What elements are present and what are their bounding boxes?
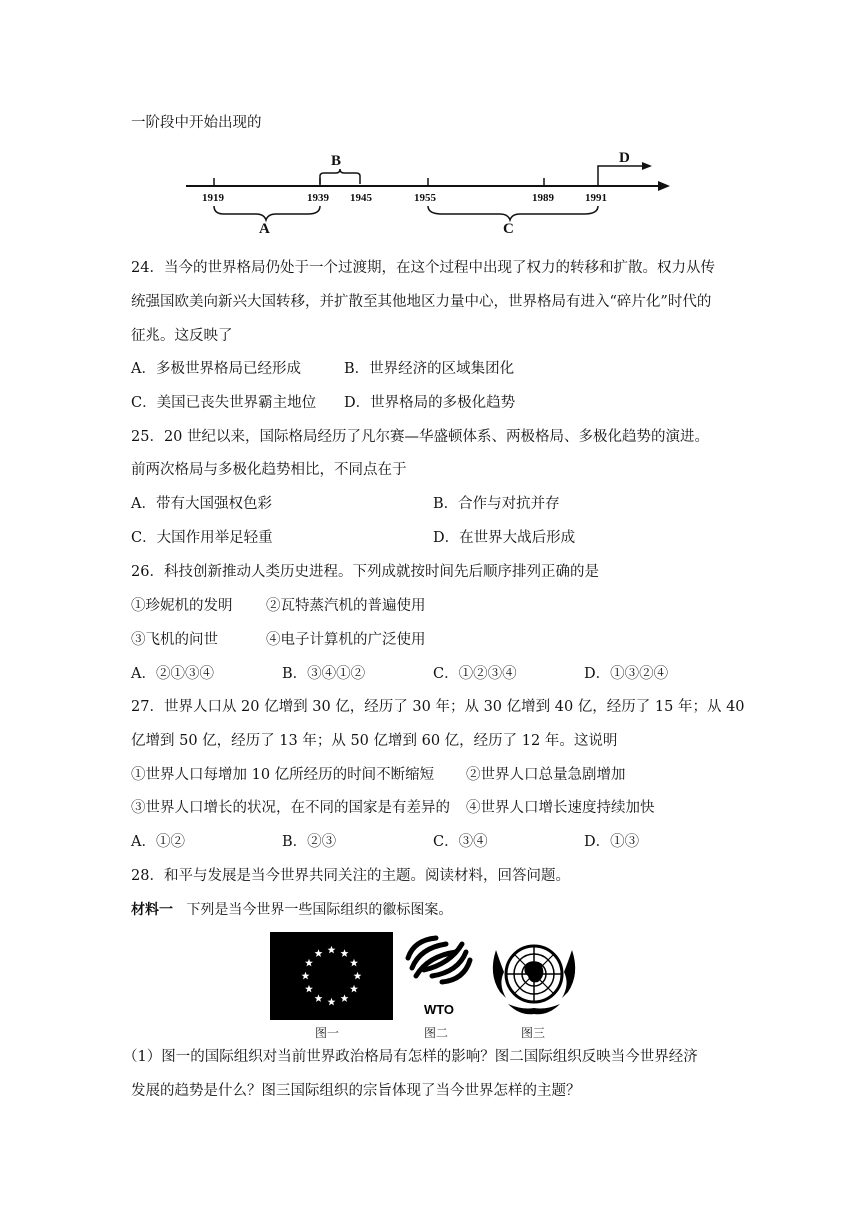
wto-logo — [402, 932, 476, 1022]
q27-stem-2: 亿增到 50 亿，经历了 13 年；从 50 亿增到 60 亿，经历了 12 年。这说明 — [131, 733, 618, 749]
arrow-d — [598, 166, 645, 178]
q24-option-d: D．世界格局的多极化趋势 — [344, 395, 516, 411]
q24-stem-2: 统强国欧美向新兴大国转移，并扩散至其他地区力量中心，世界格局有进入“碎片化”时代的 — [131, 294, 712, 310]
year-label-1955: 1955 — [414, 192, 436, 204]
intro-line: 一阶段中开始出现的 — [131, 115, 262, 131]
q27-item-2: ②世界人口总量急剧增加 — [466, 767, 626, 783]
q28-stem: 28．和平与发展是当今世界共同关注的主题。阅读材料，回答问题。 — [131, 868, 570, 884]
q26-stem: 26．科技创新推动人类历史进程。下列成就按时间先后顺序排列正确的是 — [131, 564, 599, 580]
q27-option-b: B．②③ — [282, 834, 337, 850]
q24-option-b: B．世界经济的区域集团化 — [344, 361, 515, 377]
caption-figure-2: 图二 — [424, 1026, 449, 1040]
material-label: 材料一 — [131, 902, 173, 918]
q27-option-a: A．①② — [131, 834, 185, 850]
q24-stem-1: 24．当今的世界格局仍处于一个过渡期，在这个过程中出现了权力的转移和扩散。权力从传 — [131, 260, 715, 276]
timeline-diagram — [180, 148, 680, 240]
year-label-1919: 1919 — [202, 192, 224, 204]
q27-option-c: C．③④ — [433, 834, 488, 850]
q25-stem-1: 25．20 世纪以来，国际格局经历了凡尔赛—华盛顿体系、两极格局、多极化趋势的演进。 — [131, 429, 710, 445]
q27-stem-1: 27．世界人口从 20 亿增到 30 亿，经历了 30 年；从 30 亿增到 40 亿，经历了 15 年；从 40 — [131, 699, 745, 715]
brace-c — [428, 206, 598, 220]
timeline-label-c: C — [503, 221, 514, 237]
q26-item-2: ②瓦特蒸汽机的普遍使用 — [266, 598, 426, 614]
q28-sub1-line-1: （1）图一的国际组织对当前世界政治格局有怎样的影响？图二国际组织反映当今世界经济 — [123, 1049, 698, 1065]
q27-item-1: ①世界人口每增加 10 亿所经历的时间不断缩短 — [131, 767, 435, 783]
q28-sub1-line-2: 发展的趋势是什么？图三国际组织的宗旨体现了当今世界怎样的主题？ — [131, 1083, 581, 1099]
year-label-1939: 1939 — [307, 192, 329, 204]
q27-option-d: D．①③ — [584, 834, 640, 850]
q26-option-c: C．①②③④ — [433, 666, 517, 682]
material-one — [131, 900, 452, 920]
q26-item-4: ④电子计算机的广泛使用 — [266, 632, 426, 648]
q25-option-d: D．在世界大战后形成 — [433, 530, 576, 546]
timeline-label-d: D — [619, 150, 630, 166]
q25-option-a: A．带有大国强权色彩 — [131, 496, 272, 512]
timeline-label-b: B — [331, 153, 342, 169]
q26-option-a: A．②①③④ — [131, 666, 214, 682]
brace-b — [320, 169, 360, 184]
year-label-1991: 1991 — [585, 192, 607, 204]
material-text: 下列是当今世界一些国际组织的徽标图案。 — [186, 902, 453, 918]
caption-figure-3: 图三 — [521, 1026, 546, 1040]
q24-option-c: C．美国已丧失世界霸主地位 — [131, 395, 317, 411]
q26-option-b: B．③④①② — [282, 666, 366, 682]
timeline-arrow — [658, 181, 670, 191]
eu-flag-logo — [270, 932, 393, 1020]
year-label-1989: 1989 — [532, 192, 554, 204]
timeline-label-a: A — [259, 221, 270, 237]
q26-option-d: D．①③②④ — [584, 666, 669, 682]
q26-item-1: ①珍妮机的发明 — [131, 598, 233, 614]
un-emblem-logo — [486, 932, 582, 1020]
wto-logo-text: WTO — [423, 1002, 455, 1017]
q27-item-3: ③世界人口增长的状况，在不同的国家是有差异的 — [131, 800, 450, 816]
q25-stem-2: 前两次格局与多极化趋势相比，不同点在于 — [131, 462, 407, 478]
q27-item-4: ④世界人口增长速度持续加快 — [466, 800, 655, 816]
q26-item-3: ③飞机的问世 — [131, 632, 218, 648]
brace-a — [214, 206, 320, 220]
q25-option-b: B．合作与对抗并存 — [433, 496, 560, 512]
q25-option-c: C．大国作用举足轻重 — [131, 530, 273, 546]
caption-figure-1: 图一 — [315, 1026, 340, 1040]
q24-stem-3: 征兆。这反映了 — [131, 328, 233, 344]
year-label-1945: 1945 — [350, 192, 372, 204]
q24-option-a: A．多极世界格局已经形成 — [131, 361, 301, 377]
